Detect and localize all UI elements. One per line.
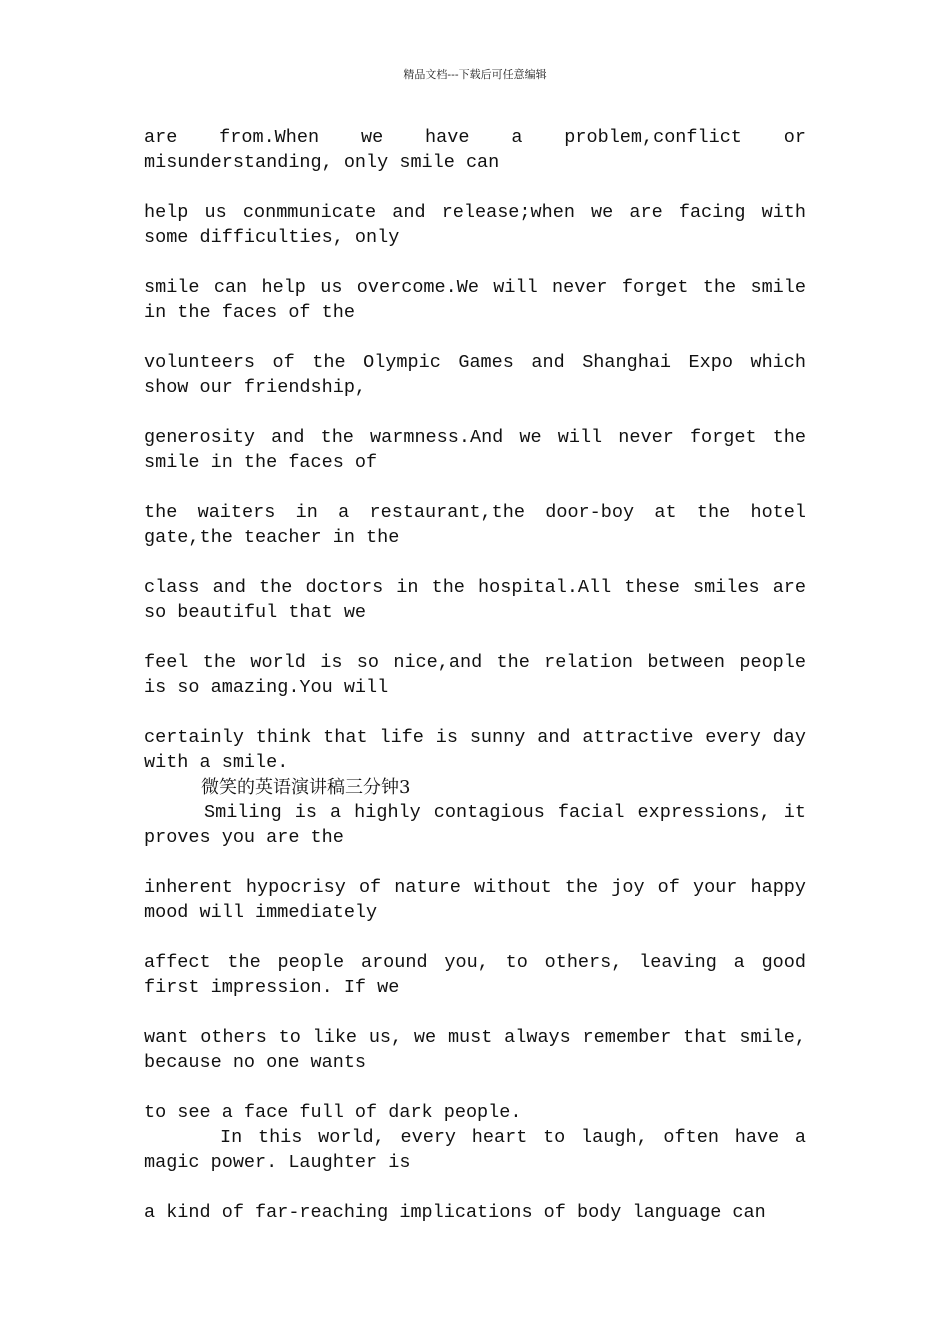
document-body <box>144 125 806 1250</box>
paragraph: In this world, every heart to laugh, often have a magic power. Laughter is <box>144 1127 806 1173</box>
paragraph: affect the people around you, to others, leaving a good first impression. If we <box>144 952 806 998</box>
paragraph: are from.When we have a problem,conflict or misunderstanding, only smile can <box>144 127 806 173</box>
paragraph: Smiling is a highly contagious facial expressions, it proves you are the <box>144 802 806 848</box>
page-header: 精品文档---下载后可任意编辑 <box>403 68 547 81</box>
paragraph: volunteers of the Olympic Games and Shanghai Expo which show our friendship, <box>144 352 806 398</box>
paragraph: to see a face full of dark people. <box>144 1102 522 1123</box>
paragraph: inherent hypocrisy of nature without the joy of your happy mood will immediately <box>144 877 806 923</box>
paragraph: want others to like us, we must always remember that smile, because no one wants <box>144 1027 806 1073</box>
paragraph: help us conmmunicate and release;when we are facing with some difficulties, only <box>144 202 806 248</box>
section-heading: 微笑的英语演讲稿三分钟3 <box>201 777 411 798</box>
paragraph: feel the world is so nice,and the relation between people is so amazing.You will <box>144 652 806 698</box>
paragraph: smile can help us overcome.We will never forget the smile in the faces of the <box>144 277 806 323</box>
paragraph: a kind of far-reaching implications of body language can <box>144 1202 766 1223</box>
paragraph: generosity and the warmness.And we will never forget the smile in the faces of <box>144 427 806 473</box>
paragraph: class and the doctors in the hospital.All these smiles are so beautiful that we <box>144 577 806 623</box>
paragraph: certainly think that life is sunny and attractive every day with a smile. <box>144 727 806 773</box>
paragraph: the waiters in a restaurant,the door-boy at the hotel gate,the teacher in the <box>144 502 806 548</box>
